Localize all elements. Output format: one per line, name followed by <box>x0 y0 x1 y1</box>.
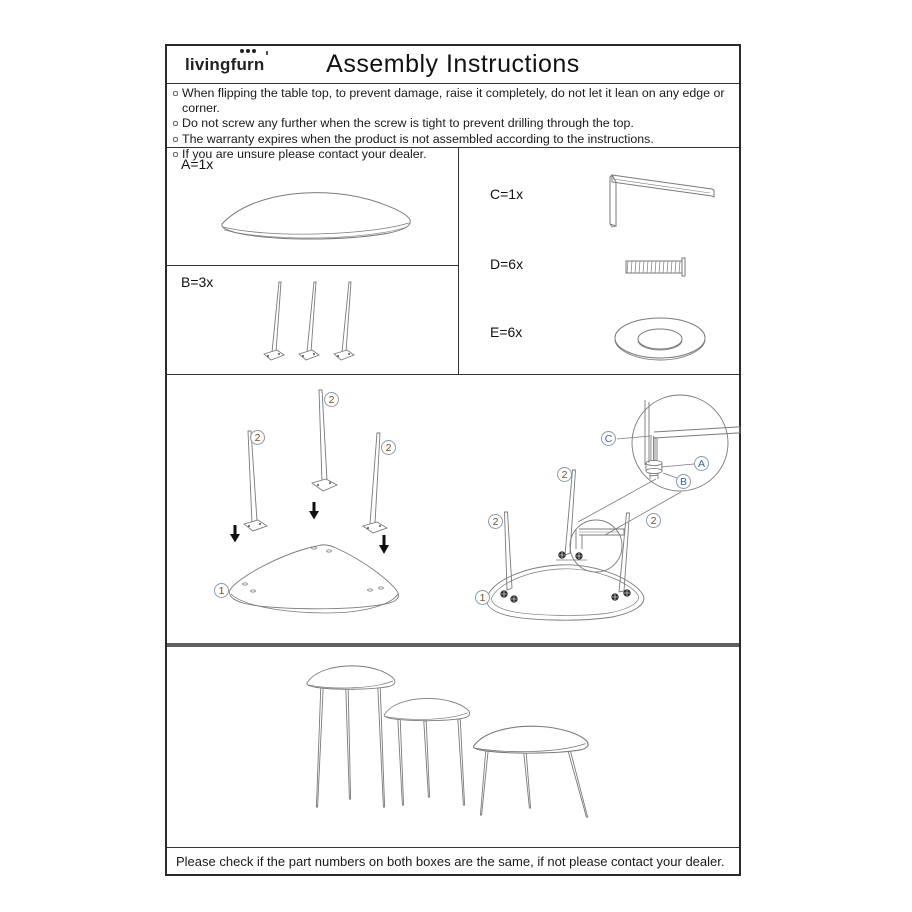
instruction-sheet <box>165 44 741 876</box>
warning-text: The warranty expires when the product is not assembled according to the instructions. <box>182 131 654 146</box>
step-callout-2: 2 <box>381 440 396 455</box>
warning-text: Do not screw any further when the screw is tight to prevent drilling through the top. <box>182 116 634 131</box>
part-callout-a: A <box>694 456 709 471</box>
table-legs-drawing <box>167 266 459 376</box>
allen-key-drawing <box>610 175 714 227</box>
nesting-table-short-drawing <box>474 726 589 817</box>
part-e-label: E=6x <box>490 324 523 340</box>
final-result-section <box>167 643 739 847</box>
washer-drawing <box>615 318 705 360</box>
page-title: Assembly Instructions <box>326 50 580 78</box>
step-callout-1: 1 <box>214 583 229 598</box>
warning-item <box>172 116 735 131</box>
bullet-icon <box>173 121 178 126</box>
nesting-table-medium-drawing <box>384 698 469 805</box>
step-callout-1: 1 <box>475 590 490 605</box>
part-callout-c: C <box>601 431 616 446</box>
nesting-table-tall-drawing <box>307 666 395 807</box>
warning-item <box>172 132 735 147</box>
table-top-drawing <box>167 148 459 265</box>
warning-text: If you are unsure please contact your dealer. <box>182 146 427 161</box>
part-b-label: B=3x <box>181 274 214 290</box>
warnings-box <box>167 83 739 161</box>
step-callout-2: 2 <box>324 392 339 407</box>
step-callout-2: 2 <box>557 467 572 482</box>
part-callout-b: B <box>676 474 691 489</box>
warning-item <box>172 86 735 116</box>
footer-note-box <box>167 847 739 874</box>
part-a-box <box>167 148 458 265</box>
parts-section <box>167 147 739 374</box>
part-b-box <box>167 265 458 375</box>
part-d-label: D=6x <box>490 256 524 272</box>
part-a-label: A=1x <box>181 156 214 172</box>
screw-drawing <box>626 258 685 276</box>
assembly-diagram-section <box>167 374 739 643</box>
footer-note: Please check if the part numbers on both boxes are the same, if not please contact your dealer. <box>176 853 725 869</box>
step-callout-2: 2 <box>488 514 503 529</box>
warning-text: When flipping the table top, to prevent damage, raise it completely, do not let it lean on any edge or corner. <box>182 86 725 116</box>
parts-left-column <box>167 148 459 375</box>
assembly-step-legs-drawing <box>230 390 399 613</box>
brand-logo-text: livingfurn <box>185 54 265 74</box>
bullet-icon <box>173 137 178 142</box>
step-callout-2: 2 <box>250 430 265 445</box>
step-callout-2: 2 <box>646 513 661 528</box>
part-c-label: C=1x <box>490 186 524 202</box>
assembly-step-screws-drawing <box>487 395 740 620</box>
parts-right-column <box>460 148 742 375</box>
header <box>167 46 739 83</box>
bullet-icon <box>173 91 178 96</box>
